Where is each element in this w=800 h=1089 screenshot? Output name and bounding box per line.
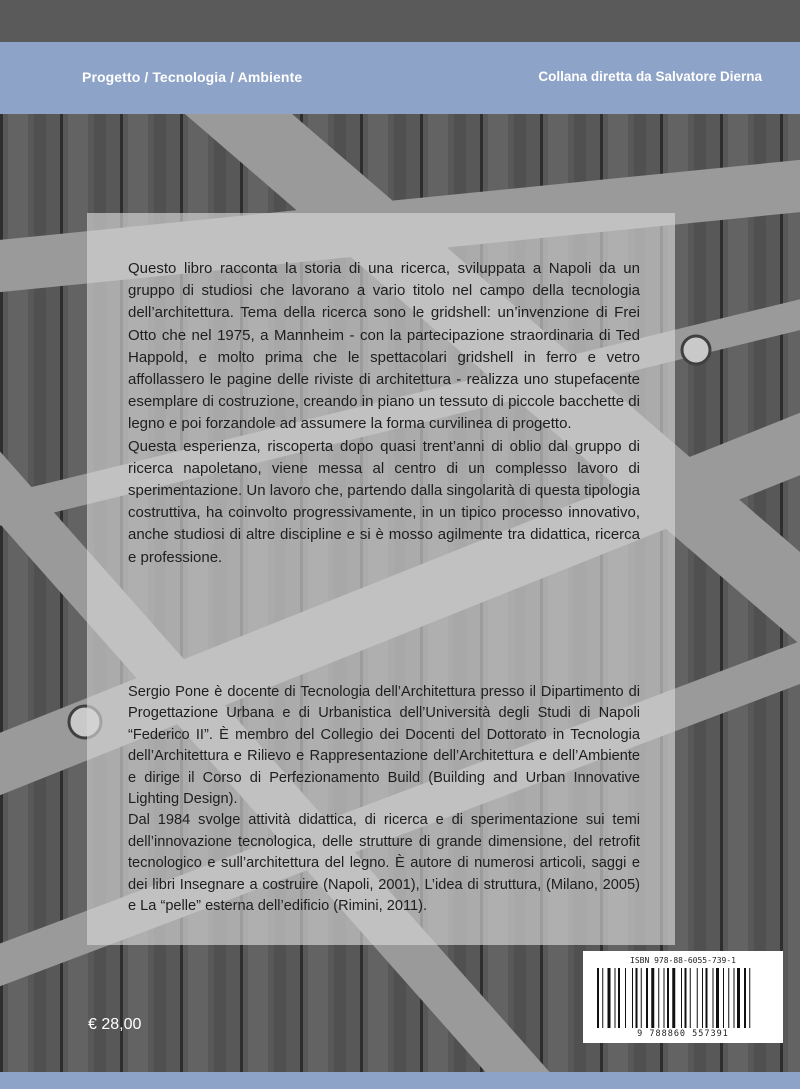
- bottom-band: [0, 1072, 800, 1089]
- top-strip: [0, 0, 800, 42]
- isbn-text: ISBN 978-88-6055-739-1: [630, 956, 736, 965]
- barcode-number: 9 788860 557391: [637, 1029, 729, 1039]
- series-title: Progetto / Tecnologia / Ambiente: [82, 69, 303, 85]
- series-editor: Collana diretta da Salvatore Dierna: [538, 69, 762, 84]
- blurb-paragraph: Questo libro racconta la storia di una ricerca, sviluppata a Napoli da un gruppo di studiosi che lavorano a vario titolo nel campo della tecnologia dell’architettura. Tema della ricerca sono le gridshell: un’invenzione di Frei Otto che nel 1975, a Mannheim - con la partecipazione straordinaria di Ted Happold, e molto prima che le spettacolari gridshell in ferro e vetro affollassero le pagine delle riviste di architettura - realizza uno stupefacente esemplare di costruzione, creando in piano un tessuto di piccole bacchette di legno e poi forzandole ad assumere la forma curvilinea di progetto.: [128, 260, 640, 433]
- bio-paragraph: Sergio Pone è docente di Tecnologia dell’Architettura presso il Dipartimento di Progettazione Urbana e di Urbanistica dell’Università degli Studi di Napoli “Federico II”. È membro del Collegio dei Docenti del Dottorato in Tecnologia dell’Architettura e Rilievo e Rappresentazione dell’Architettura e dell’Ambiente e dirige il Corso di Perfezionamento Build (Building and Urban Innovative Lighting Design).: [128, 684, 640, 808]
- book-blurb: [128, 258, 640, 569]
- isbn-barcode: [583, 951, 783, 1043]
- blurb-paragraph: Questa esperienza, riscoperta dopo quasi trent’anni di oblio dal gruppo di ricerca napoletano, viene messa al centro di un complesso lavoro di sperimentazione. Un lavoro che, partendo dalla singolarità di questa tipologia costruttiva, ha coinvolto progressivamente, in un tipico processo innovativo, anche studiosi di altre discipline e si è mosso agilmente tra didattica, ricerca e professione.: [128, 437, 640, 566]
- author-bio: [128, 682, 640, 917]
- bio-paragraph: Dal 1984 svolge attività didattica, di ricerca e di sperimentazione sui temi dell’innovazione tecnologica, delle strutture di grande dimensione, del retrofit tecnologico e sull’architettura del legno. È autore di numerosi articoli, saggi e dei libri Insegnare a costruire (Napoli, 2001), L’idea di struttura, (Milano, 2005) e La “pelle” esterna dell’edificio (Rimini, 2011).: [128, 812, 640, 915]
- series-band: [0, 42, 800, 114]
- price-label: € 28,00: [88, 1016, 142, 1033]
- barcode-bars: [597, 968, 775, 1028]
